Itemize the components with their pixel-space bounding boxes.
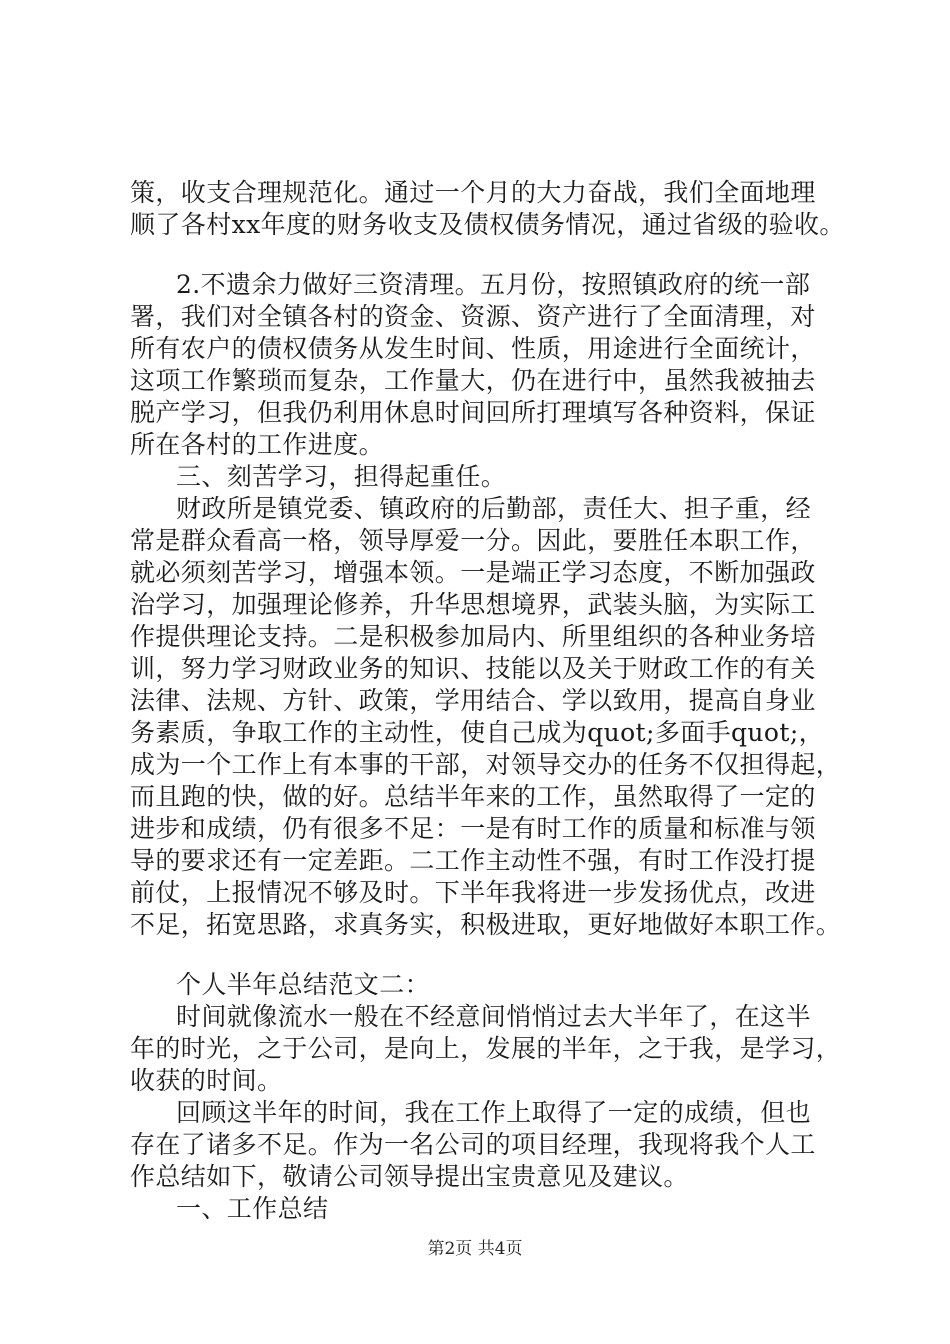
text-line: 不足，拓宽思路，求真务实，积极进取，更好地做好本职工作。 <box>130 910 842 939</box>
text-line: 常是群众看高一格，领导厚爱一分。因此，要胜任本职工作， <box>130 526 816 555</box>
text-line: 而且跑的快，做的好。总结半年来的工作，虽然取得了一定的 <box>130 782 816 811</box>
text-line: 时间就像流水一般在不经意间悄悄过去大半年了，在这半 <box>176 1002 812 1031</box>
text-line: 顺了各村xx年度的财务收支及债权债务情况，通过省级的验收。 <box>130 210 845 239</box>
text-line: 存在了诸多不足。作为一名公司的项目经理，我现将我个人工 <box>130 1130 816 1159</box>
text-line: 就必须刻苦学习，增强本领。一是端正学习态度，不断加强政 <box>130 558 816 587</box>
text-line: 署，我们对全镇各村的资金、资源、资产进行了全面清理，对 <box>130 302 816 331</box>
section-heading: 三、刻苦学习，担得起重任。 <box>176 462 507 491</box>
text-line: 回顾这半年的时间，我在工作上取得了一定的成绩，但也 <box>176 1098 812 1127</box>
text-line: 务素质，争取工作的主动性，使自己成为quot;多面手quot;， <box>130 718 825 747</box>
text-line: 作提供理论支持。二是积极参加局内、所里组织的各种业务培 <box>130 622 816 651</box>
text-line: 所有农户的债权债务从发生时间、性质，用途进行全面统计， <box>130 334 816 363</box>
text-line: 策，收支合理规范化。通过一个月的大力奋战，我们全面地理 <box>130 178 816 207</box>
text-line: 导的要求还有一定差距。二工作主动性不强，有时工作没打提 <box>130 846 816 875</box>
text-line: 前仗，上报情况不够及时。下半年我将进一步发扬优点，改进 <box>130 878 816 907</box>
section-heading: 一、工作总结 <box>176 1194 329 1223</box>
text-line: 治学习，加强理论修养，升华思想境界，武装头脑，为实际工 <box>130 590 816 619</box>
section-heading: 个人半年总结范文二： <box>176 970 431 999</box>
text-line: 成为一个工作上有本事的干部，对领导交办的任务不仅担得起， <box>130 750 842 779</box>
text-line: 年的时光，之于公司，是向上，发展的半年，之于我，是学习， <box>130 1034 842 1063</box>
text-line: 作总结如下，敬请公司领导提出宝贵意见及建议。 <box>130 1162 689 1191</box>
text-line: 训，努力学习财政业务的知识、技能以及关于财政工作的有关 <box>130 654 816 683</box>
text-line: 脱产学习，但我仍利用休息时间回所打理填写各种资料，保证 <box>130 398 816 427</box>
page-number: 第2页 共4页 <box>427 1239 523 1259</box>
text-line: 这项工作繁琐而复杂，工作量大，仍在进行中，虽然我被抽去 <box>130 366 816 395</box>
text-line: 所在各村的工作进度。 <box>130 430 385 459</box>
text-line: 收获的时间。 <box>130 1066 283 1095</box>
text-line: 法律、法规、方针、政策，学用结合、学以致用，提高自身业 <box>130 686 816 715</box>
text-line: 财政所是镇党委、镇政府的后勤部，责任大、担子重，经 <box>176 494 812 523</box>
text-line: 进步和成绩，仍有很多不足：一是有时工作的质量和标准与领 <box>130 814 816 843</box>
text-line: 2.不遗余力做好三资清理。五月份，按照镇政府的统一部 <box>176 270 811 299</box>
